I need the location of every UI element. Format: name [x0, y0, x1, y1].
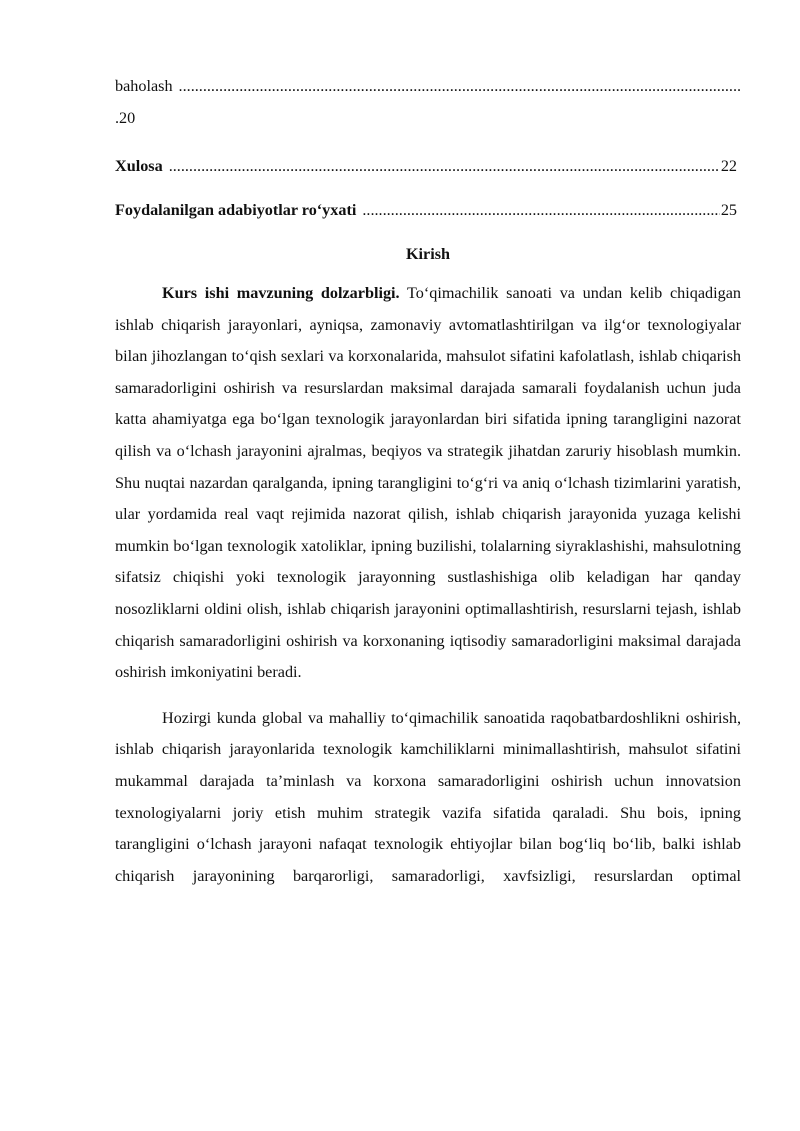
body-paragraph	[115, 278, 741, 689]
toc-dot-leader	[169, 150, 720, 182]
toc-entry-xulosa[interactable]	[115, 150, 737, 182]
toc-entry-label: Foydalanilgan adabiyotlar ro‘yxati	[115, 201, 357, 219]
body-paragraph	[115, 703, 741, 893]
toc-entry-label: baholash	[115, 77, 173, 95]
toc-dot-leader	[362, 194, 719, 226]
toc-entry-page-number: 25	[720, 201, 737, 219]
section-heading: Kirish	[405, 245, 451, 263]
toc-entry-page-number: .20	[115, 109, 136, 127]
toc-entry-baholash[interactable]	[115, 70, 741, 102]
toc-dot-leader	[179, 70, 741, 102]
page-content	[115, 70, 741, 906]
paragraph-text: To‘qimachilik sanoati va undan kelib chiqadigan ishlab chiqarish jarayonlari, ayniqsa, zamonaviy avtomatlashtirilgan va ilg‘or texnologiyalar bilan jihozlangan to‘qish sexlari va korxonalarida, mahsulot sifatini kafolatlash, ishlab chiqarish samaradorligini oshirish va resurslardan maksimal darajada samarali foydalanish uchun juda katta ahamiyatga ega bo‘lgan texnologik jarayonlardan biri sifatida ipning tarangligini nazorat qilish va o‘lchash jarayonini ajralmas, beqiyos va strategik jihatdan zaruriy hisoblash mumkin. Shu nuqtai nazardan qaralganda, ipning tarangligini to‘g‘ri va aniq o‘lchash tizimlarini yaratish, ular yordamida real vaqt rejimida nazorat qilish, ishlab chiqarish jarayonida yuzaga kelishi mumkin bo‘lgan texnologik xatoliklar, ipning buzilishi, tolalarning siyraklashishi, mahsulotning sifatsiz chiqishi yoki texnologik jarayonning sustlashishiga olib keladigan har qanday nosozliklarni oldini olish, ishlab chiqarish jarayonini optimallashtirish, resurslarni tejash, ishlab chiqarish samaradorligini oshirish va korxonaning iqtisodiy samaradorligini maksimal darajada oshirish imkoniyatini beradi.	[115, 284, 741, 682]
paragraph-lead: Kurs ishi mavzuning dolzarbligi.	[162, 284, 400, 302]
toc-entry-page-number: 22	[720, 157, 737, 175]
toc-entry-label: Xulosa	[115, 157, 163, 175]
paragraph-text: Hozirgi kunda global va mahalliy to‘qimachilik sanoatida raqobatbardoshlikni oshirish, ishlab chiqarish jarayonlarida texnologik kamchiliklarni minimallashtirish, mahsulot sifatini mukammal darajada ta’minlash va korxona samaradorligini oshirish uchun innovatsion texnologiyalarni joriy etish muhim strategik vazifa sifatida qaraladi. Shu bois, ipning tarangligini o‘lchash jarayoni nafaqat texnologik ehtiyojlar bilan bog‘liq bo‘lib, balki ishlab chiqarish jarayonining barqarorligi, samaradorligi, xavfsizligi, resurslardan optimal	[115, 708, 741, 885]
toc-entry-adabiyotlar[interactable]	[115, 194, 737, 226]
